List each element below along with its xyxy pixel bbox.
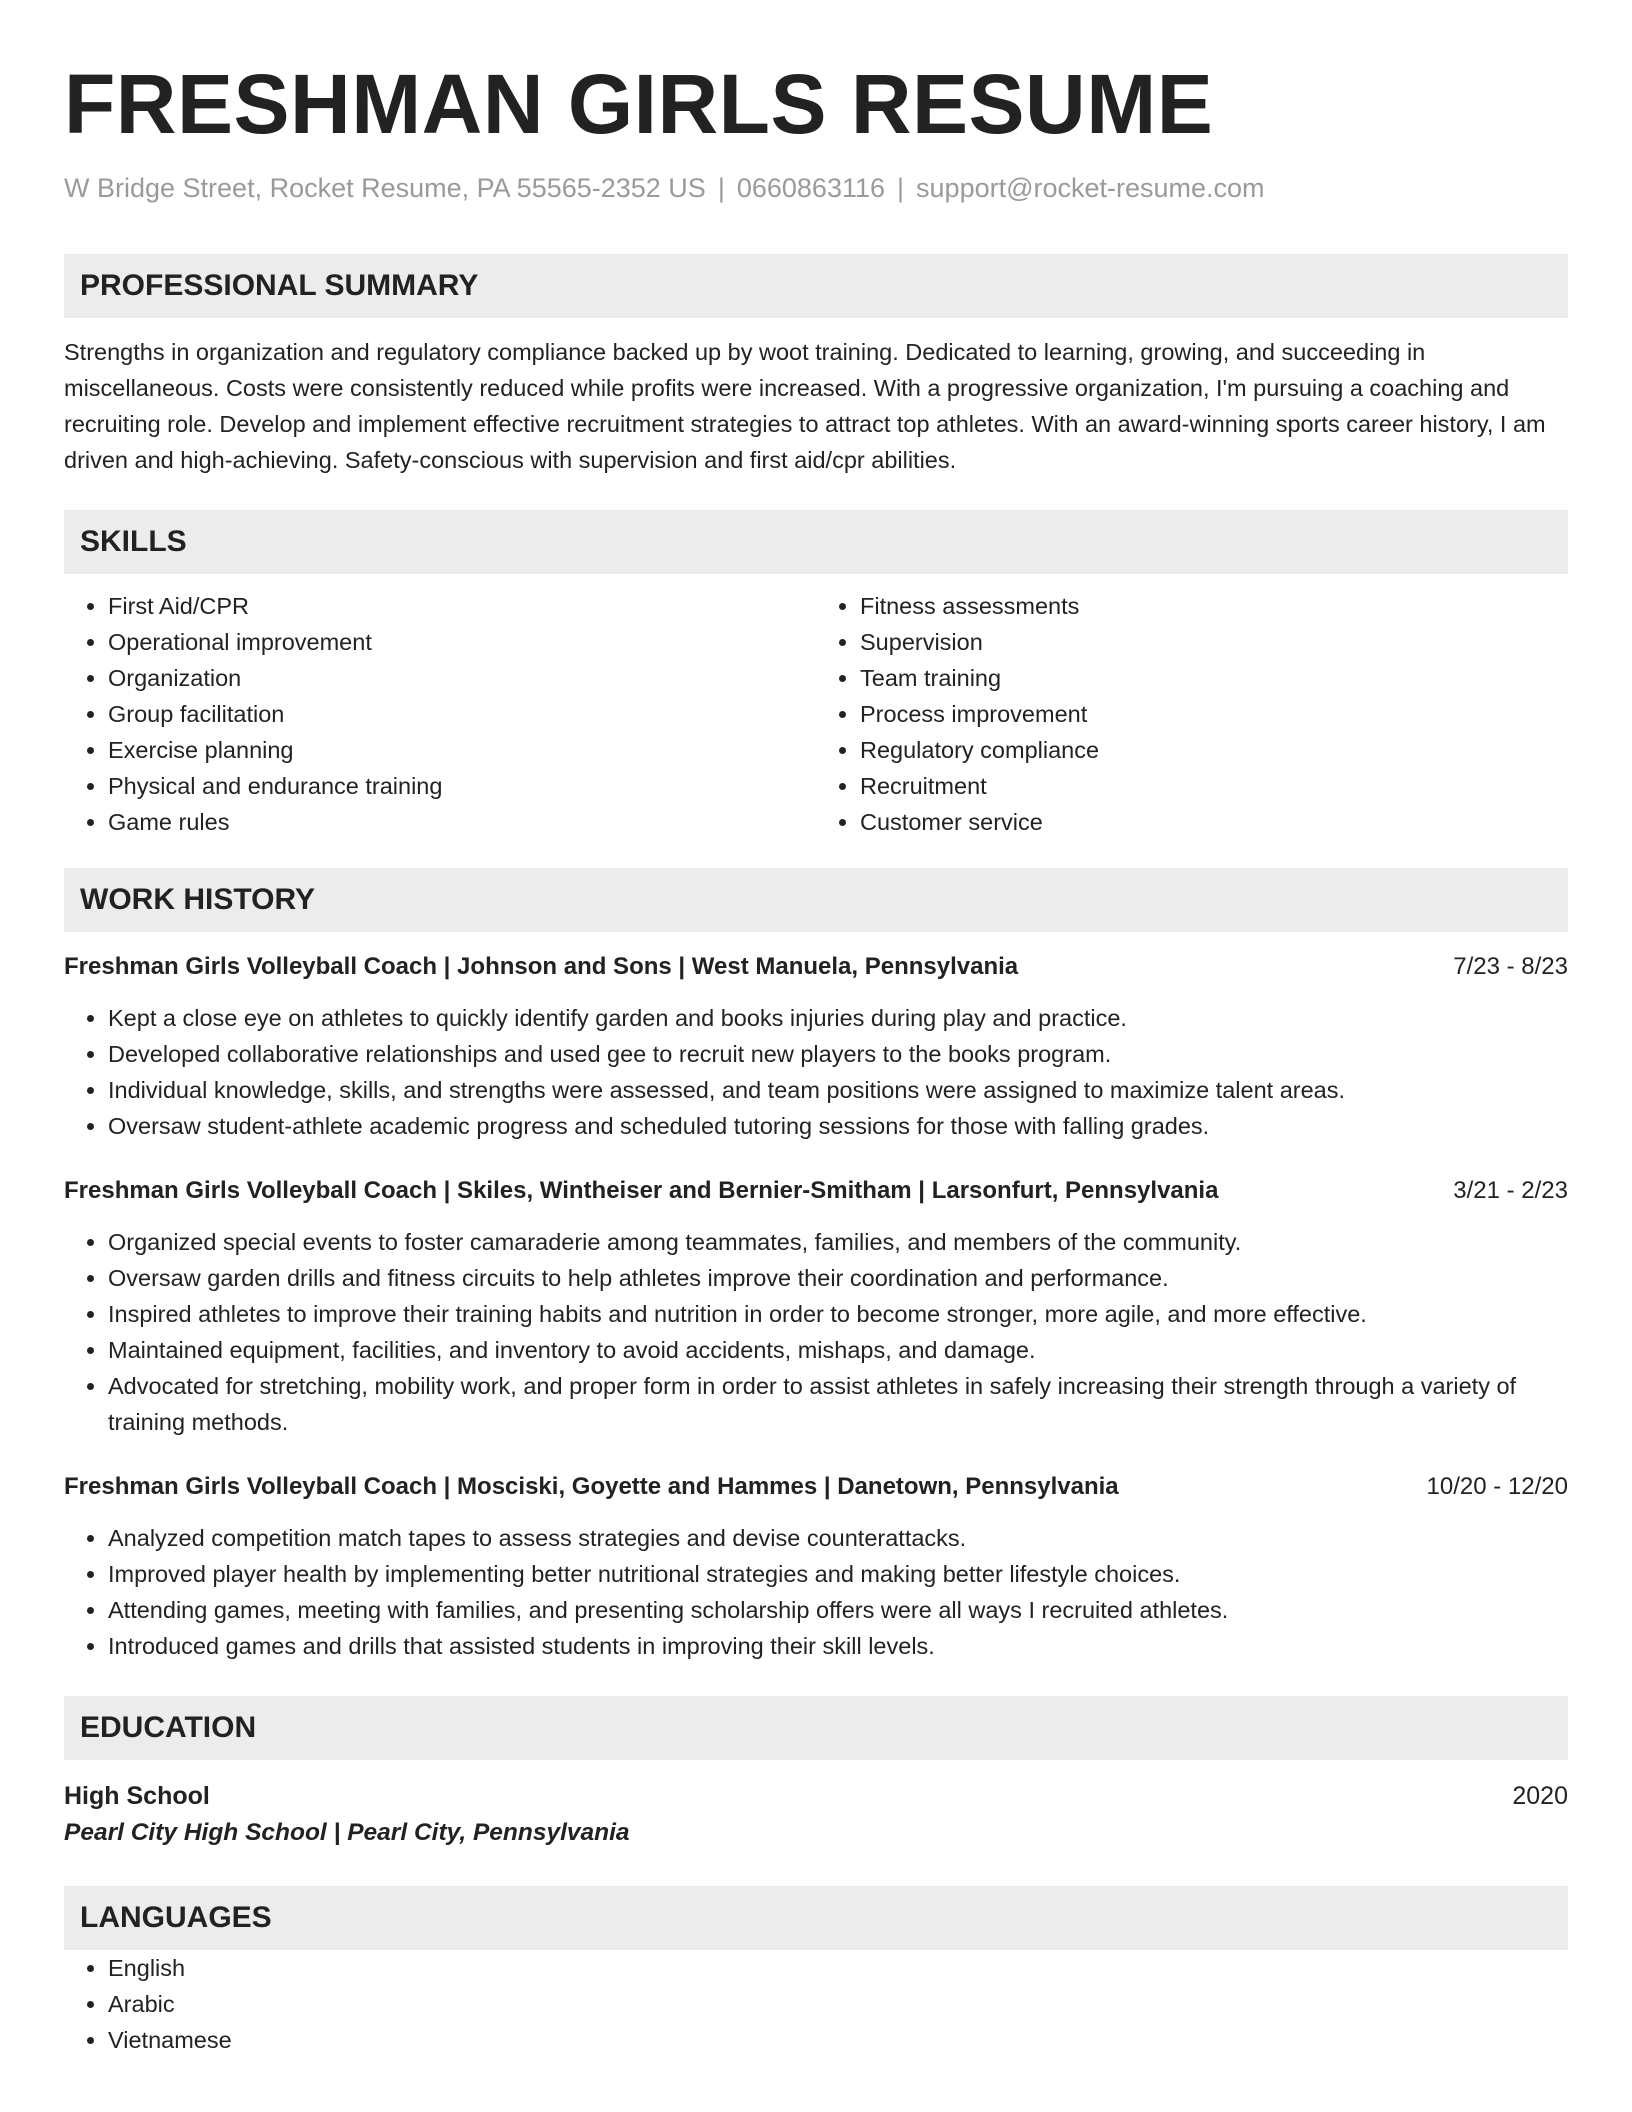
section-heading-summary: PROFESSIONAL SUMMARY	[64, 254, 1568, 318]
education-school: Pearl City High School | Pearl City, Pennsylvania	[64, 1819, 630, 1846]
job-header	[64, 1174, 1568, 1208]
skills-column-right	[816, 588, 1568, 840]
skill-item: • Operational improvement	[108, 624, 816, 660]
skill-item: • First Aid/CPR	[108, 588, 816, 624]
section-heading-skills: SKILLS	[64, 510, 1568, 574]
education-header	[64, 1778, 1568, 1814]
job-entry	[64, 950, 1568, 1144]
education-degree: High School	[64, 1782, 210, 1810]
section-heading-education: EDUCATION	[64, 1696, 1568, 1760]
job-title: Freshman Girls Volleyball Coach | Mosciski, Goyette and Hammes | Danetown, Pennsylvania	[64, 1473, 1119, 1500]
skill-item: • Organization	[108, 660, 816, 696]
job-dates: 10/20 - 12/20	[1426, 1473, 1568, 1500]
skill-item: • Process improvement	[860, 696, 1568, 732]
job-bullets	[64, 1224, 1568, 1440]
job-bullet: • Organized special events to foster camaraderie among teammates, families, and members of the community.	[108, 1224, 1568, 1260]
skills-column-left	[64, 588, 816, 840]
job-bullet: • Developed collaborative relationships and used gee to recruit new players to the books program.	[108, 1036, 1568, 1072]
language-item: • English	[108, 1950, 1568, 1986]
contact-line	[64, 173, 1568, 204]
skill-item: • Game rules	[108, 804, 816, 840]
skill-item: • Physical and endurance training	[108, 768, 816, 804]
skills-list	[64, 588, 1568, 840]
job-bullet: • Oversaw garden drills and fitness circuits to help athletes improve their coordination and performance.	[108, 1260, 1568, 1296]
skill-item: • Regulatory compliance	[860, 732, 1568, 768]
email-text: support@rocket-resume.com	[916, 173, 1265, 203]
job-bullet: • Analyzed competition match tapes to assess strategies and devise counterattacks.	[108, 1520, 1568, 1556]
address-text: W Bridge Street, Rocket Resume, PA 55565-2352 US	[64, 173, 706, 203]
section-heading-work-history: WORK HISTORY	[64, 868, 1568, 932]
skill-item: • Supervision	[860, 624, 1568, 660]
job-entry	[64, 1470, 1568, 1664]
job-dates: 7/23 - 8/23	[1453, 953, 1568, 980]
job-header	[64, 950, 1568, 984]
job-bullet: • Individual knowledge, skills, and strengths were assessed, and team positions were assigned to maximize talent areas.	[108, 1072, 1568, 1108]
skill-item: • Group facilitation	[108, 696, 816, 732]
job-bullets	[64, 1000, 1568, 1144]
skill-item: • Exercise planning	[108, 732, 816, 768]
job-bullet: • Improved player health by implementing better nutritional strategies and making better lifestyle choices.	[108, 1556, 1568, 1592]
summary-text: Strengths in organization and regulatory compliance backed up by woot training. Dedicated to learning, growing, and succeeding in miscellaneous. Costs were consistently reduced while profits were increased. With a progressive organization, I'm pursuing a coaching and recruiting role. Develop and implement effective recruitment strategies to attract top athletes. With an award-winning sports career history, I am driven and high-achieving. Safety-conscious with supervision and first aid/cpr abilities.	[64, 339, 1546, 473]
job-bullet: • Kept a close eye on athletes to quickly identify garden and books injuries during play and practice.	[108, 1000, 1568, 1036]
job-header	[64, 1470, 1568, 1504]
skill-item: • Fitness assessments	[860, 588, 1568, 624]
section-heading-languages: LANGUAGES	[64, 1886, 1568, 1950]
language-item: • Vietnamese	[108, 2022, 1568, 2058]
job-bullet: • Introduced games and drills that assisted students in improving their skill levels.	[108, 1628, 1568, 1664]
skill-item: • Team training	[860, 660, 1568, 696]
contact-separator: |	[897, 173, 905, 203]
resume-title: FRESHMAN GIRLS RESUME	[64, 57, 1214, 151]
job-title: Freshman Girls Volleyball Coach | Johnson and Sons | West Manuela, Pennsylvania	[64, 953, 1019, 980]
job-bullets	[64, 1520, 1568, 1664]
phone-text: 0660863116	[736, 173, 886, 203]
job-bullet: • Oversaw student-athlete academic progress and scheduled tutoring sessions for those with falling grades.	[108, 1108, 1568, 1144]
job-bullet: • Attending games, meeting with families, and presenting scholarship offers were all ways I recruited athletes.	[108, 1592, 1568, 1628]
language-item: • Arabic	[108, 1986, 1568, 2022]
skill-item: • Customer service	[860, 804, 1568, 840]
job-dates: 3/21 - 2/23	[1453, 1177, 1568, 1204]
job-title: Freshman Girls Volleyball Coach | Skiles, Wintheiser and Bernier-Smitham | Larsonfurt, Pennsylvania	[64, 1177, 1219, 1204]
education-year: 2020	[1512, 1782, 1568, 1810]
languages-list	[64, 1950, 1568, 2058]
education-entry	[64, 1778, 1568, 1852]
contact-separator: |	[717, 173, 725, 203]
job-bullet: • Inspired athletes to improve their training habits and nutrition in order to become stronger, more agile, and more effective.	[108, 1296, 1568, 1332]
job-entry	[64, 1174, 1568, 1440]
skill-item: • Recruitment	[860, 768, 1568, 804]
job-bullet: • Maintained equipment, facilities, and inventory to avoid accidents, mishaps, and damage.	[108, 1332, 1568, 1368]
job-bullet: • Advocated for stretching, mobility work, and proper form in order to assist athletes in safely increasing their strength through a variety of training methods.	[108, 1368, 1568, 1440]
